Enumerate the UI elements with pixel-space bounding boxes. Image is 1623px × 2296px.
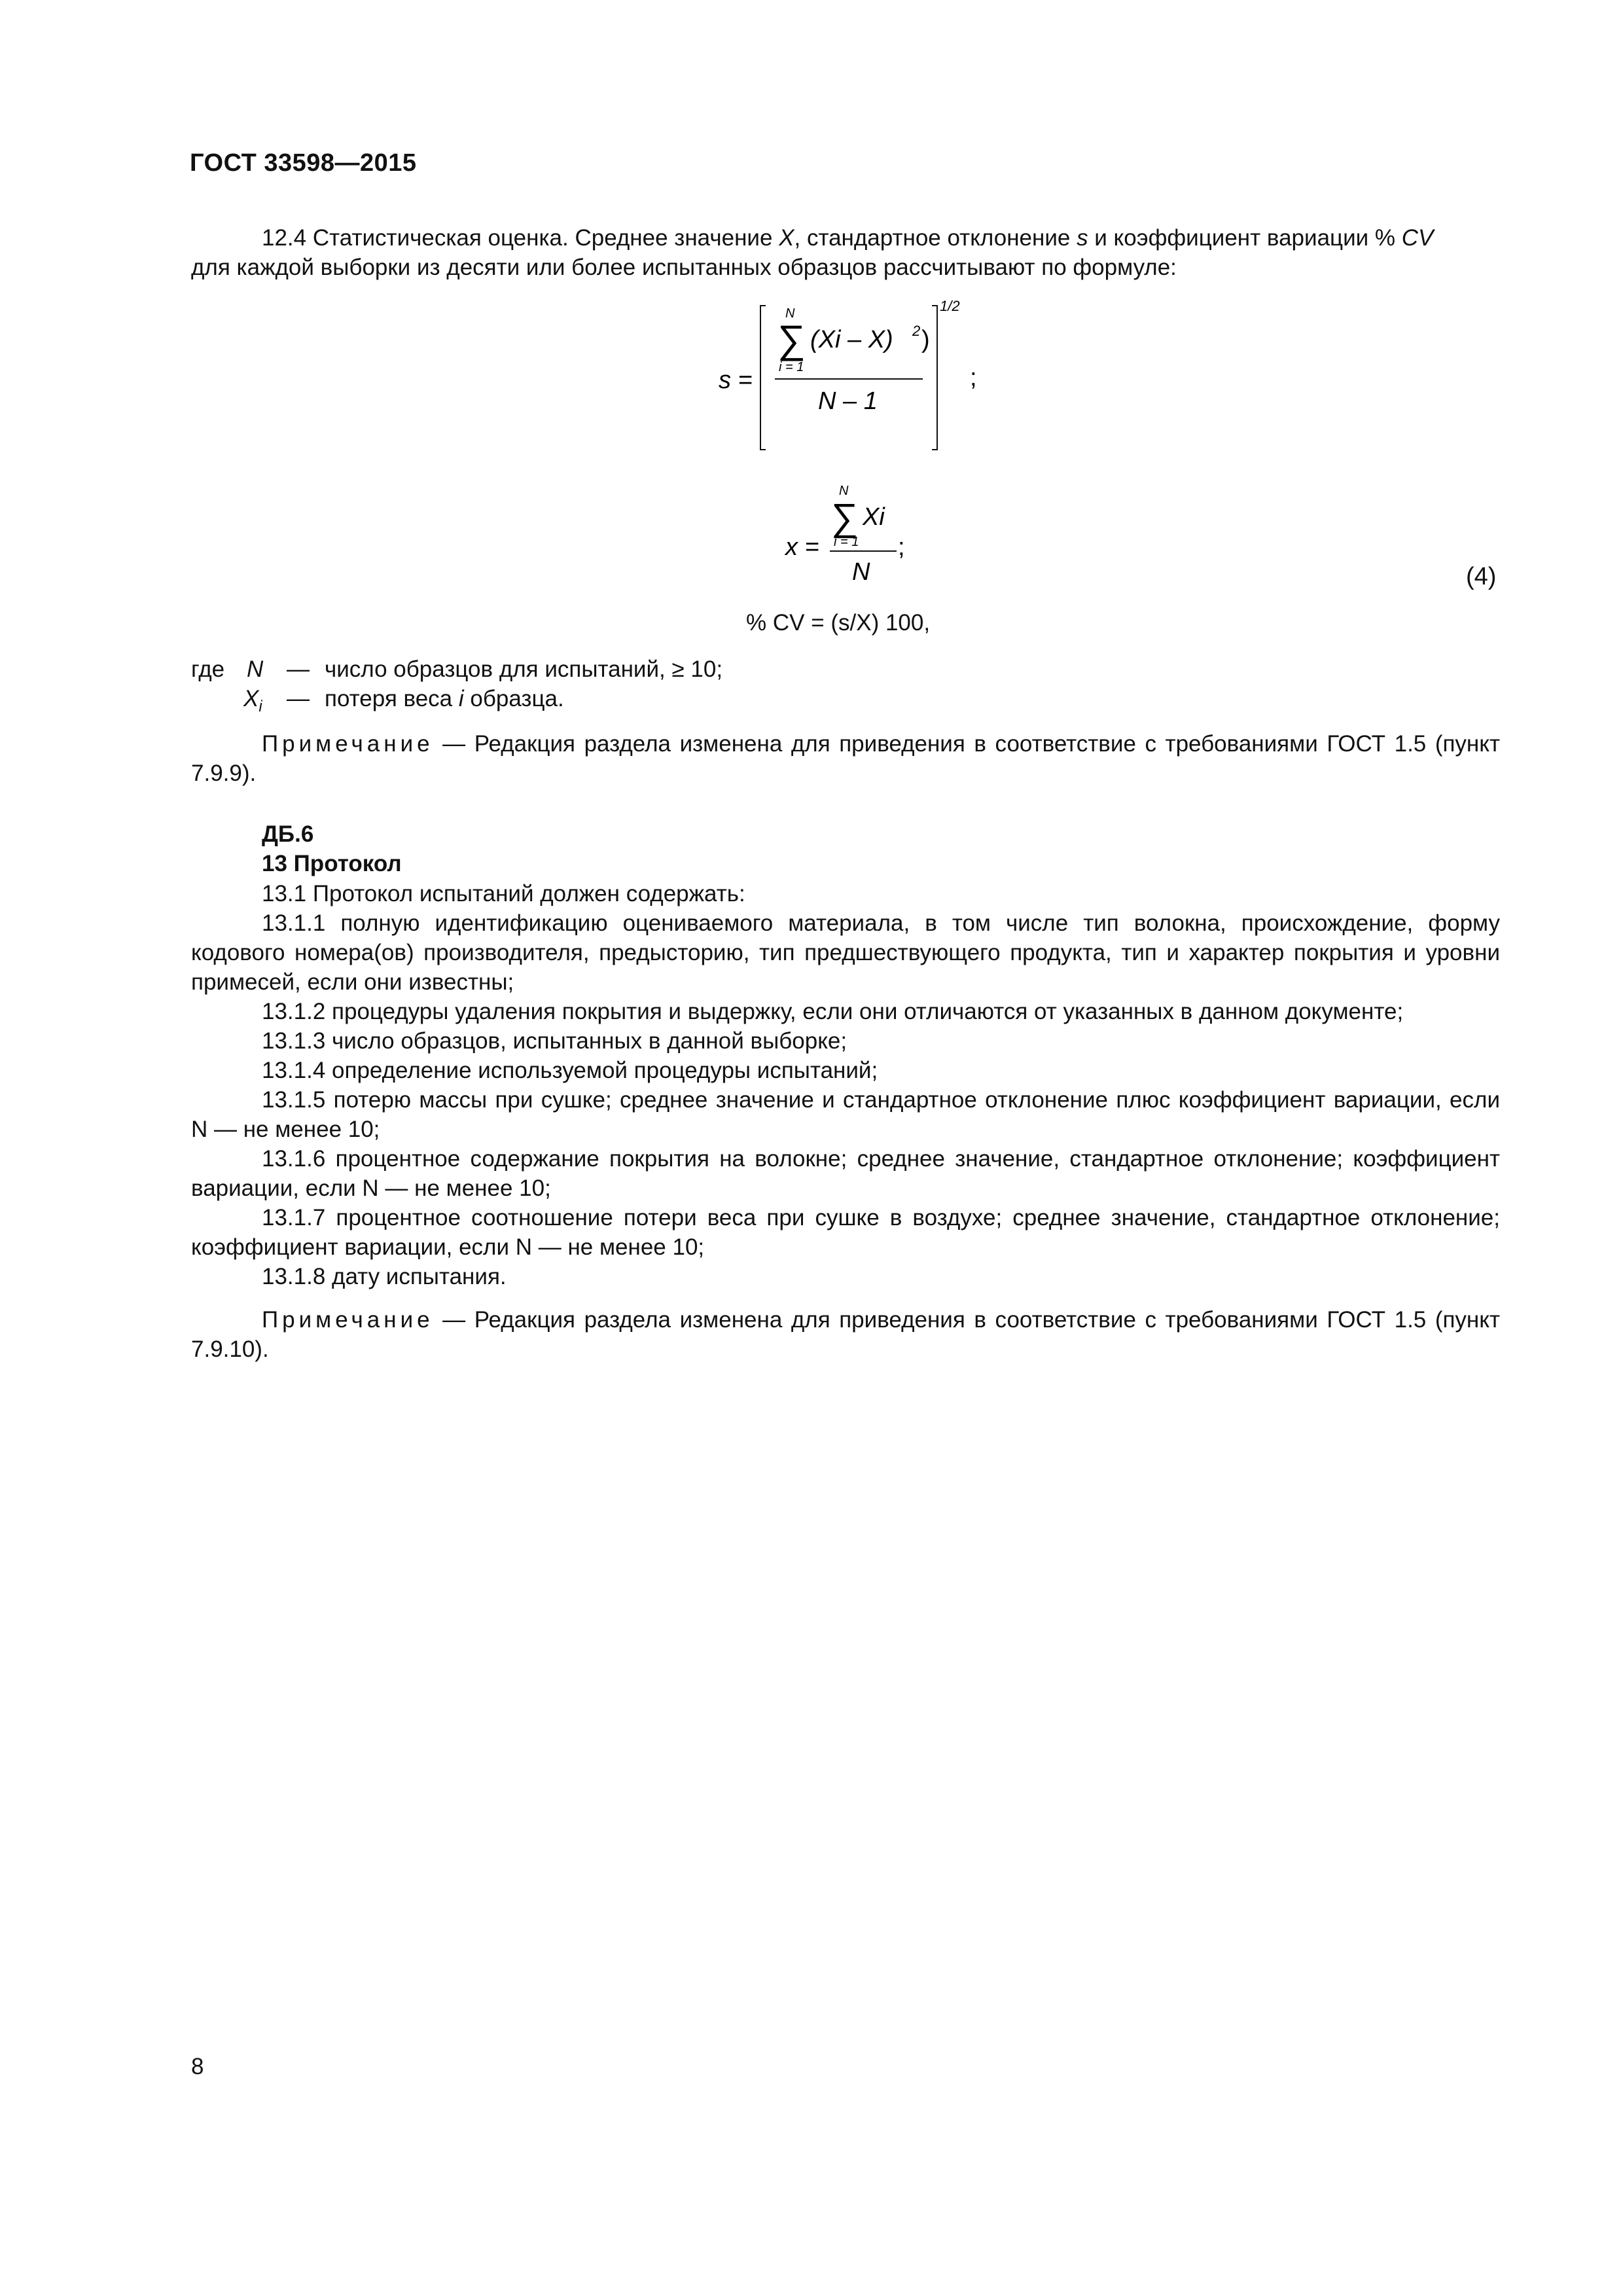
formula-s-svg bbox=[713, 298, 1014, 461]
left-bracket bbox=[760, 306, 766, 450]
where-dash: — bbox=[287, 686, 310, 711]
where-row-n bbox=[191, 655, 1500, 684]
document-header: ГОСТ 33598—2015 bbox=[190, 149, 417, 177]
sigma-sum-symbol: ∑ bbox=[777, 317, 806, 361]
where-label: где bbox=[191, 656, 225, 682]
formula-x-numerator: Xi bbox=[863, 503, 885, 531]
formula-s-power: 1/2 bbox=[940, 298, 960, 314]
formula-x-svg bbox=[780, 478, 937, 596]
where-block bbox=[191, 655, 1500, 713]
note-label: Примечание bbox=[262, 1307, 434, 1333]
formula-cv-text: % CV = (s/X) 100, bbox=[746, 610, 931, 636]
formula-cv bbox=[746, 610, 930, 636]
list-item: 13.1.7 процентное соотношение потери веса при сушке в воздухе; среднее значение, стандартное отклонение; коэффициент вариации, если N — не менее 10; bbox=[191, 1205, 1500, 1260]
formula-s-numerator: (Xi – X) bbox=[810, 326, 893, 353]
section-heading: 13 Протокол bbox=[262, 851, 402, 876]
note-2 bbox=[191, 1305, 1500, 1364]
section-12-4-line2: для каждой выборки из десяти или более испытанных образцов рассчитывают по формуле: bbox=[191, 255, 1177, 280]
formula-x-denominator: N bbox=[852, 558, 870, 586]
formula-s-exponent: 2 bbox=[912, 323, 921, 339]
section-12-4-line1: 12.4 Статистическая оценка. Среднее значение X, стандартное отклонение s и коэффициент вариации % CV bbox=[262, 225, 1434, 251]
sum-upper-limit: N bbox=[785, 306, 795, 321]
section-13-heading bbox=[262, 819, 402, 878]
equation-number: (4) bbox=[1466, 563, 1497, 590]
list-item: 13.1.8 дату испытания. bbox=[262, 1264, 507, 1289]
note-label: Примечание bbox=[262, 731, 434, 757]
list-item: 13.1 Протокол испытаний должен содержать: bbox=[262, 881, 745, 906]
formula-standard-deviation bbox=[713, 298, 1014, 465]
formula-s-denominator: N – 1 bbox=[818, 387, 878, 415]
right-bracket bbox=[932, 306, 937, 450]
where-dash: — bbox=[287, 656, 310, 682]
list-item: 13.1.1 полную идентификацию оцениваемого материала, в том числе тип волокна, происхождение, форму кодового номера(ов) производителя, предысторию, тип предшествующего продукта, тип и характер покрытия и уровни примесей, если они известны; bbox=[191, 910, 1500, 995]
list-item: 13.1.3 число образцов, испытанных в данной выборке; bbox=[262, 1028, 847, 1054]
where-x-description: потеря веса i образца. bbox=[325, 686, 564, 711]
note-1 bbox=[191, 729, 1500, 788]
list-item: 13.1.4 определение используемой процедуры испытаний; bbox=[262, 1058, 878, 1083]
list-item: 13.1.5 потерю массы при сушке; среднее значение и стандартное отклонение плюс коэффициент вариации, если N — не менее 10; bbox=[191, 1087, 1500, 1142]
protocol-list bbox=[191, 879, 1500, 1291]
where-row-x bbox=[191, 684, 1500, 713]
sum-lower-limit: i = 1 bbox=[834, 535, 859, 549]
where-n-symbol: N bbox=[247, 656, 264, 682]
formula-s-lhs: s = bbox=[719, 367, 753, 394]
sum-lower-limit: i = 1 bbox=[779, 360, 804, 374]
formula-s-semicolon: ; bbox=[970, 364, 977, 391]
formula-x-lhs: x = bbox=[785, 533, 819, 561]
list-item: 13.1.2 процедуры удаления покрытия и выдержку, если они отличаются от указанных в данном документе; bbox=[262, 999, 1404, 1024]
note-text: — Редакция раздела изменена для приведения в соответствие с требованиями ГОСТ 1.5 (пункт 7.9.9). bbox=[191, 731, 1500, 786]
page-number: 8 bbox=[191, 2054, 204, 2079]
where-x-symbol: $X_i$ bbox=[243, 686, 262, 715]
sum-upper-limit: N bbox=[839, 484, 849, 498]
list-item: 13.1.6 процентное содержание покрытия на волокне; среднее значение, стандартное отклонение; коэффициент вариации, если N — не менее 10; bbox=[191, 1146, 1500, 1201]
sigma-sum-symbol: ∑ bbox=[831, 496, 859, 539]
formula-s-close-paren: ) bbox=[921, 326, 930, 353]
formula-x-semicolon: ; bbox=[898, 533, 905, 561]
section-12-4-text bbox=[191, 223, 1500, 282]
note-text: — Редакция раздела изменена для приведения в соответствие с требованиями ГОСТ 1.5 (пункт 7.9.10). bbox=[191, 1307, 1500, 1362]
formula-mean bbox=[780, 478, 937, 599]
where-n-description: число образцов для испытаний, ≥ 10; bbox=[325, 656, 723, 682]
ds-code: ДБ.6 bbox=[262, 821, 314, 847]
